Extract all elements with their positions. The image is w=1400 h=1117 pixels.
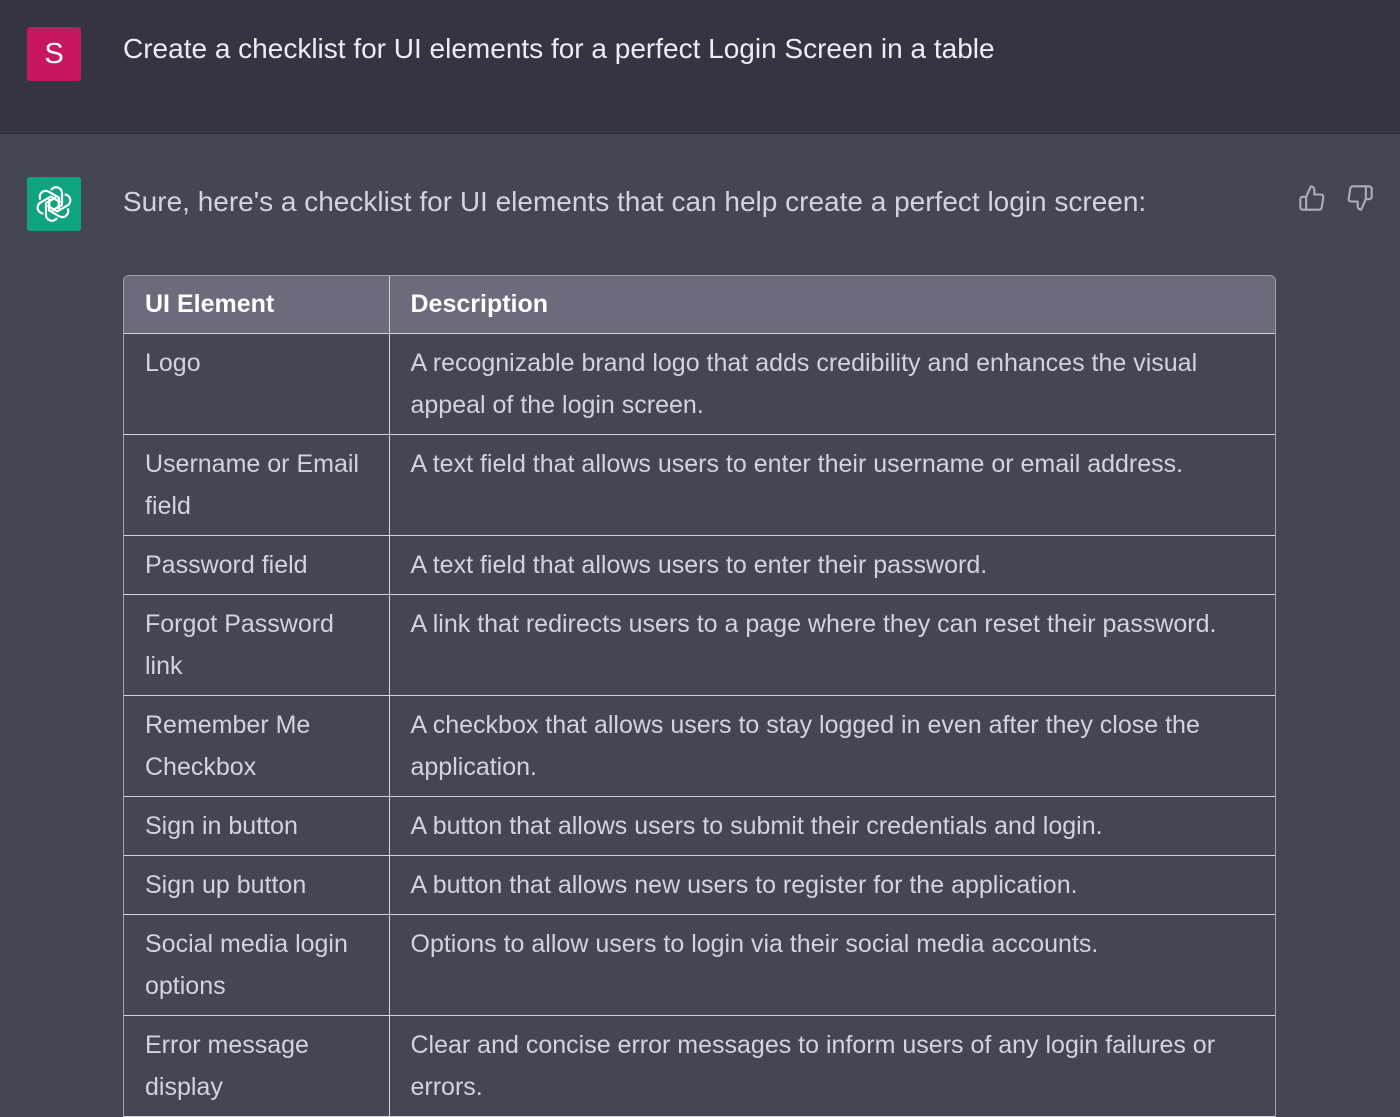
table-row [124, 536, 1275, 595]
cell-ui-element: Sign in button [124, 797, 389, 856]
cell-description: A button that allows new users to register for the application. [389, 856, 1275, 915]
openai-logo-icon [27, 177, 81, 231]
checklist-table [123, 275, 1276, 1117]
assistant-intro-text: Sure, here's a checklist for UI elements that can help create a perfect login screen: [123, 186, 1147, 217]
cell-ui-element: Password field [124, 536, 389, 595]
cell-ui-element: Error message display [124, 1016, 389, 1117]
cell-description: A link that redirects users to a page where they can reset their password. [389, 595, 1275, 696]
table-row [124, 856, 1275, 915]
thumbs-up-icon[interactable] [1296, 182, 1328, 214]
cell-ui-element: Forgot Password link [124, 595, 389, 696]
table-row [124, 915, 1275, 1016]
table-row [124, 435, 1275, 536]
table-row [124, 334, 1275, 435]
cell-ui-element: Logo [124, 334, 389, 435]
cell-ui-element: Sign up button [124, 856, 389, 915]
table-row [124, 797, 1275, 856]
cell-description: A checkbox that allows users to stay logged in even after they close the application. [389, 696, 1275, 797]
cell-description: A recognizable brand logo that adds credibility and enhances the visual appeal of the login screen. [389, 334, 1275, 435]
cell-description: Clear and concise error messages to inform users of any login failures or errors. [389, 1016, 1275, 1117]
column-header-description: Description [389, 276, 1275, 334]
table-row [124, 696, 1275, 797]
user-message-row [0, 0, 1400, 134]
cell-description: A text field that allows users to enter their password. [389, 536, 1275, 595]
cell-description: A button that allows users to submit their credentials and login. [389, 797, 1275, 856]
table-header-row [124, 276, 1275, 334]
cell-ui-element: Remember Me Checkbox [124, 696, 389, 797]
user-message-text: Create a checklist for UI elements for a perfect Login Screen in a table [123, 33, 995, 64]
user-avatar: S [27, 27, 81, 81]
cell-description: A text field that allows users to enter their username or email address. [389, 435, 1275, 536]
table-row [124, 595, 1275, 696]
cell-ui-element: Social media login options [124, 915, 389, 1016]
column-header-ui-element: UI Element [124, 276, 389, 334]
cell-description: Options to allow users to login via their social media accounts. [389, 915, 1275, 1016]
table-row [124, 1016, 1275, 1117]
cell-ui-element: Username or Email field [124, 435, 389, 536]
thumbs-down-icon[interactable] [1344, 182, 1376, 214]
assistant-message-row [0, 134, 1400, 1107]
